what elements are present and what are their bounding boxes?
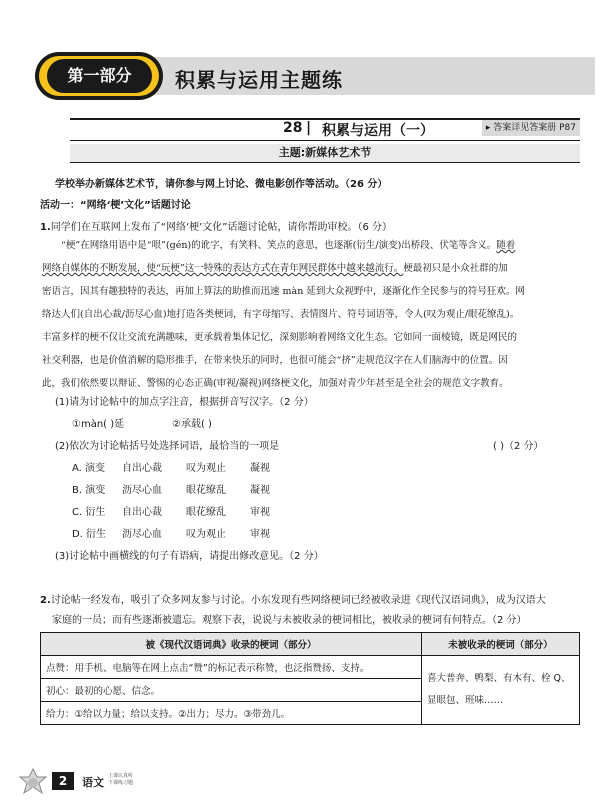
page-number: 2 (52, 772, 74, 790)
table-cell: 点赞：用手机、电脑等在网上点击“赞”的标记表示称赞，也泛指赞扬、支持。 (41, 656, 422, 679)
option-word: 自出心裁 (122, 463, 162, 474)
sub-question-3: (3)讨论帖中画横线的句子有语病，请提出修改意见。（2 分） (55, 551, 324, 562)
table-header-row (41, 633, 580, 656)
underlined-sentence: 网络自媒体的不断发展，使“玩梗”这一特殊的表达方式在青年网民群体中越来越流行。 (42, 263, 404, 274)
question-1 (40, 221, 392, 235)
passage-line: 梗最初只是小众社群的加 (403, 263, 508, 274)
table-cell: 初心：最初的心愿、信念。 (41, 679, 422, 702)
blank-item: ①màn( )延 (72, 419, 125, 430)
option-word: 叹为观止 (186, 529, 226, 540)
answer-reference: ▸ 答案详见答案册 P87 (482, 120, 580, 136)
footer-slogan-line: 下课练习题 (108, 780, 134, 786)
table-cell-unlisted: 喜大普奔、鸭梨、有木有、栓 Q、显眼包、班味…… (422, 656, 580, 725)
lesson-name: 积累与运用（一） (322, 123, 434, 139)
sub-question-2: (2)依次为讨论帖括号处选择词语，最恰当的一项是 (55, 441, 280, 452)
option-label: C. 衍生 (72, 507, 106, 518)
lesson-separator: | (306, 120, 312, 136)
blank-item: ②承载( ) (172, 419, 212, 430)
option-row (72, 506, 270, 520)
passage-line: “梗”在网络用语中是“哏”(gén)的讹字，有笑料、笑点的意思，也逐渐(衍生/演变)出桥段、伏笔等含义。 (61, 240, 497, 251)
table-header: 被《现代汉语词典》收录的梗词（部分） (41, 633, 422, 656)
footer-slogan-line: 上课认真听 (108, 773, 134, 779)
option-word: 自出心裁 (122, 507, 162, 518)
option-word: 审视 (250, 507, 270, 518)
option-row (72, 484, 270, 498)
answer-reference-text: 答案详见答案册 P87 (493, 123, 576, 133)
theme-banner: 主题:新媒体艺术节 (70, 144, 580, 163)
footer-subject: 语文 (82, 776, 104, 789)
option-word: 凝视 (250, 463, 270, 474)
passage-line: 社交利器，也是价值消解的隐形推手，在带来快乐的同时，也很可能会“挤”走规范汉字在人们脑海中的位置。因 (42, 355, 508, 366)
option-label: D. 衍生 (72, 529, 107, 540)
option-row (72, 528, 270, 542)
underlined-sentence: 随着 (496, 240, 516, 251)
discussion-passage (42, 234, 587, 395)
section-header (35, 52, 595, 100)
table-row (41, 656, 580, 679)
passage-line: 络达人们(自出心裁/沥尽心血)地打造各类梗词，有字母缩写、表情图片、符号词语等，令人(叹为观止/眼花缭乱)。 (42, 309, 520, 320)
option-label: A. 演变 (72, 463, 106, 474)
question-2 (40, 594, 546, 608)
lesson-header (70, 120, 580, 138)
activity-1-title: 活动一：“网络‘梗’文化”话题讨论 (40, 200, 191, 211)
option-word: 审视 (250, 529, 270, 540)
question-number: 2. (40, 595, 51, 606)
option-word: 凝视 (250, 485, 270, 496)
question-stem-line: 讨论帖一经发布，吸引了众多网友参与讨论。小东发现有些网络梗词已经被收录进《现代汉语词典》，成为汉语大 (50, 595, 546, 606)
question-number: 1. (40, 222, 51, 233)
option-row (72, 462, 270, 476)
option-label: B. 演变 (72, 485, 106, 496)
option-word: 叹为观止 (186, 463, 226, 474)
table-header: 未被收录的梗词（部分） (422, 633, 580, 656)
divider (70, 140, 580, 141)
footer-slogan (108, 773, 133, 787)
passage-line: 此，我们依然要以辩证、警惕的心态正确(审视/凝视)网络梗文化，加强对青少年甚至是全社会的规范文字教育。 (42, 378, 509, 389)
passage-line: 密语言，因其有趣独特的表达，再加上算法的助推而迅速 màn 延到大众视野中，逐渐化作全民参与的符号狂欢。网 (42, 286, 525, 297)
table-cell: 给力：①给以力量；给以支持。②出力；尽力。③带劲儿。 (41, 702, 422, 725)
word-table (40, 632, 580, 725)
option-word: 眼花缭乱 (186, 507, 226, 518)
sub-question-1: (1)请为讨论帖中的加点字注音，根据拼音写汉字。（2 分） (55, 397, 314, 408)
intro-text: 学校举办新媒体艺术节，请你参与网上讨论、微电影创作等活动。（26 分） (55, 179, 388, 190)
passage-line: 丰富多样的梗不仅让交流充满趣味，更承载着集体记忆，深刻影响着网络文化生态。它如同一面棱镜，既是网民的 (42, 332, 518, 343)
section-tag (35, 52, 163, 100)
option-word: 眼花缭乱 (186, 485, 226, 496)
question-stem: 同学们在互联网上发布了“网络‘梗’文化”话题讨论帖，请你帮助审校。（6 分） (50, 222, 393, 233)
option-word: 沥尽心血 (122, 529, 162, 540)
option-word: 沥尽心血 (122, 485, 162, 496)
answer-paren: ( )（2 分） (493, 441, 544, 452)
section-tag-label: 第一部分 (47, 59, 152, 93)
question-stem-line: 家庭的一员；而有些逐渐被遗忘。观察下表，说说与未被收录的梗词相比，被收录的梗词有何特点。（2 分） (52, 615, 527, 626)
book-logo-icon (16, 768, 50, 796)
section-title: 积累与运用主题练 (175, 68, 343, 92)
lesson-number: 28 (283, 120, 303, 136)
